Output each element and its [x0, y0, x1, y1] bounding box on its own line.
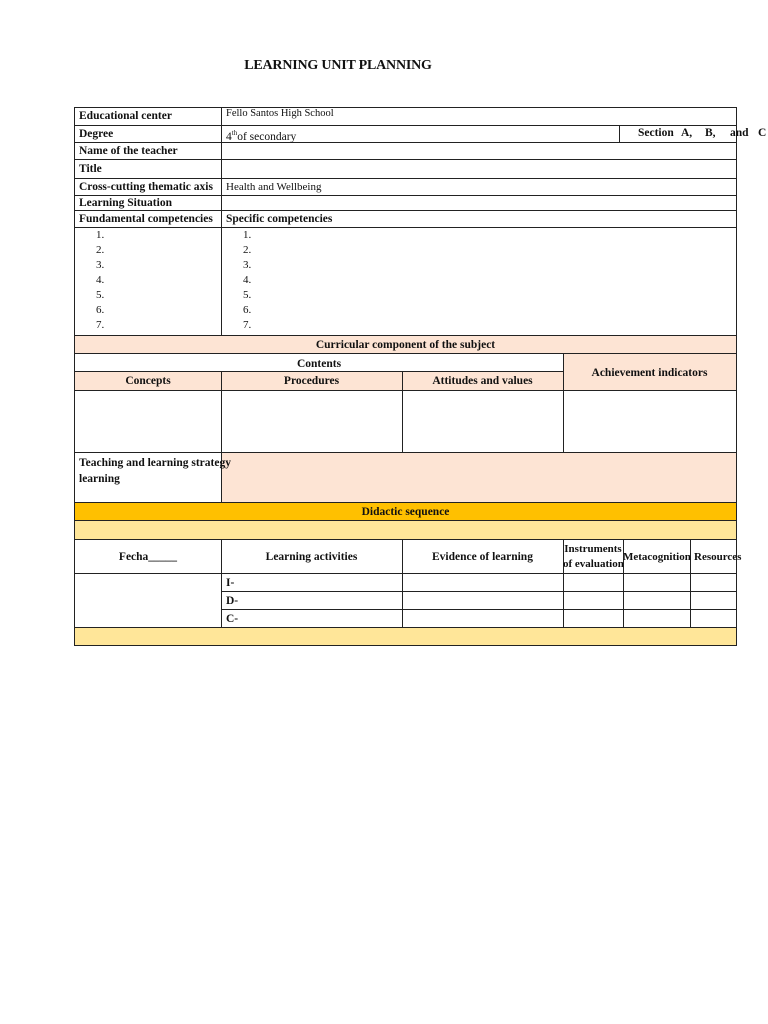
column-divider	[221, 371, 222, 502]
achievement-header: Achievement indicators	[591, 367, 708, 379]
degree-label: Degree	[79, 128, 114, 140]
sequence-row-c: C-	[226, 613, 239, 625]
row-divider	[74, 627, 737, 628]
row-divider	[74, 452, 737, 453]
degree-number: 4	[226, 130, 232, 143]
didactic-heading: Didactic sequence	[361, 506, 450, 518]
section-label: Section	[638, 127, 674, 139]
row-divider	[74, 159, 737, 160]
specific-label: Specific competencies	[226, 213, 333, 225]
section-a: A,	[681, 127, 693, 139]
teacher-label: Name of the teacher	[79, 145, 178, 157]
row-divider	[74, 335, 737, 336]
attitudes-header: Attitudes and values	[432, 375, 533, 387]
row-divider	[74, 520, 737, 521]
row-divider	[74, 539, 737, 540]
list-item: 2.	[96, 244, 105, 256]
list-item: 1.	[243, 229, 252, 241]
axis-label: Cross-cutting thematic axis	[79, 181, 213, 193]
educational-center-value: Fello Santos High School	[226, 108, 334, 119]
curricular-heading: Curricular component of the subject	[315, 339, 496, 351]
situation-label: Learning Situation	[79, 197, 172, 209]
activities-header: Learning activities	[265, 551, 358, 563]
document-title: LEARNING UNIT PLANNING	[244, 58, 432, 73]
list-item: 7.	[96, 319, 105, 331]
row-divider	[74, 371, 563, 372]
degree-value	[226, 126, 296, 144]
row-divider	[74, 573, 737, 574]
specific-list	[243, 228, 251, 333]
row-divider	[74, 210, 737, 211]
row-divider	[74, 502, 737, 503]
list-item: 4.	[243, 274, 252, 286]
fundamental-label: Fundamental competencies	[79, 213, 213, 225]
list-item: 2.	[243, 244, 252, 256]
row-divider	[74, 390, 737, 391]
sequence-row-i: I-	[226, 577, 235, 589]
contents-header: Contents	[296, 358, 342, 370]
evidence-header: Evidence of learning	[432, 551, 533, 563]
section-and: and	[730, 127, 749, 139]
row-divider	[74, 142, 737, 143]
section-c: C	[758, 127, 767, 139]
column-divider	[619, 125, 620, 142]
list-item: 5.	[96, 289, 105, 301]
row-divider	[74, 178, 737, 179]
metacognition-header: Metacognition	[623, 551, 691, 563]
row-divider	[74, 227, 737, 228]
instruments-header-line2: of evaluation	[563, 558, 624, 570]
degree-rest: of secondary	[237, 130, 297, 143]
list-item: 3.	[96, 259, 105, 271]
row-divider	[74, 195, 737, 196]
axis-value: Health and Wellbeing	[226, 181, 322, 193]
fecha-header: Fecha_____	[118, 551, 178, 563]
concepts-header: Concepts	[125, 375, 171, 387]
degree-superscript: th	[231, 129, 238, 137]
educational-center-label: Educational center	[79, 110, 172, 122]
list-item: 6.	[96, 304, 105, 316]
instruments-header-line1: Instruments	[564, 543, 622, 555]
list-item: 6.	[243, 304, 252, 316]
list-item: 7.	[243, 319, 252, 331]
row-divider	[74, 353, 737, 354]
sequence-row-d: D-	[226, 595, 239, 607]
procedures-header: Procedures	[283, 375, 340, 387]
column-divider	[221, 107, 222, 335]
row-divider	[221, 609, 737, 610]
row-divider	[221, 591, 737, 592]
list-item: 1.	[96, 229, 105, 241]
list-item: 5.	[243, 289, 252, 301]
section-b: B,	[705, 127, 716, 139]
strategy-label-line1: Teaching and learning strategy	[79, 457, 231, 469]
strategy-label-line2: learning	[79, 473, 120, 485]
resources-header: Resources	[694, 551, 742, 563]
title-label: Title	[79, 163, 102, 175]
fundamental-list	[96, 228, 104, 333]
list-item: 3.	[243, 259, 252, 271]
list-item: 4.	[96, 274, 105, 286]
